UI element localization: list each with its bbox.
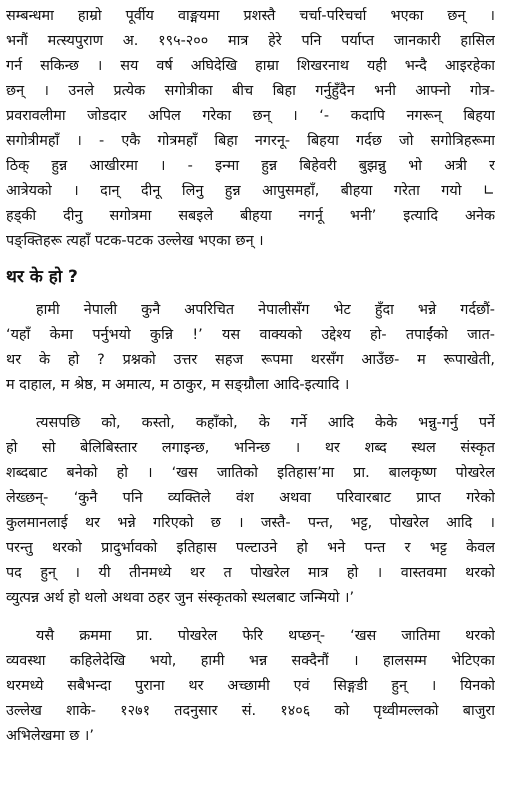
text-line: म दाहाल, म श्रेष्ठ, म अमात्य, म ठाकुर, म सङ्ग्रौला आदि-इत्यादि । bbox=[6, 377, 350, 393]
text-line: अभिलेखमा छ ।’ bbox=[6, 728, 94, 744]
text-line: शब्दबाट बनेको हो । ‘खस जातिको इतिहास’मा प्रा. बालकृष्ण पोखरेल bbox=[6, 465, 495, 481]
text-line: भनौं मत्स्यपुराण अ. १९५-२०० मात्र हेरे पनि पर्याप्त जानकारी हासिल bbox=[6, 33, 495, 49]
body-paragraph-2 bbox=[6, 411, 495, 611]
text-line: कुलमानलाई थर भन्ने गरिएको छ । जस्तै- पन्त, भट्ट, पोखरेल आदि । bbox=[6, 515, 495, 531]
text-line: प्रवरावलीमा जोडदार अपिल गरेका छन् । ‘- कदापि नगरून् बिहया bbox=[6, 108, 495, 124]
text-line: पङ्क्तिहरू त्यहाँ पटक-पटक उल्लेख भएका छन् । bbox=[6, 233, 264, 249]
text-line: लेख्छन्- ‘कुनै पनि व्यक्तिले वंश अथवा परिवारबाट प्राप्त गरेको bbox=[6, 490, 495, 506]
text-line: गर्न सकिन्छ । सय वर्ष अघिदेखि हाम्रा शिखरनाथ यही भन्दै आइरहेका bbox=[6, 58, 495, 74]
body-paragraph-3 bbox=[6, 624, 495, 749]
text-line: उल्लेख शाके- १२७१ तदनुसार सं. १४०६ को पृथ्वीमल्लको बाजुरा bbox=[6, 703, 495, 719]
text-line: सम्बन्धमा हाम्रो पूर्वीय वाङ्मयमा प्रशस्तै चर्चा-परिचर्चा भएका छन् । bbox=[6, 8, 495, 24]
text-line: ‘यहाँ केमा पर्नुभयो कुन्नि !’ यस वाक्यको उद्देश्य हो- तपाईंको जात- bbox=[6, 327, 495, 343]
text-line: आत्रेयको । दान् दीनू लिनु हुन्न आपुसमहाँ, बीहया गरेता गयो ∟ bbox=[6, 183, 495, 199]
text-line: थर के हो ? प्रश्नको उत्तर सहज रूपमा थरसँग आउँछ- म रूपाखेती, bbox=[6, 352, 495, 368]
text-line: सगोत्रीमहाँ । - एकै गोत्रमहाँ बिहा नगरनू- बिहया गर्दछ जो सगोत्रिहरूमा bbox=[6, 133, 495, 149]
text-line: यसै क्रममा प्रा. पोखरेल फेरि थप्छन्- ‘खस जातिमा थरको bbox=[36, 628, 495, 644]
text-line: हो सो बेलिबिस्तार लगाइन्छ, भनिन्छ । थर शब्द स्थल संस्कृत bbox=[6, 440, 495, 456]
text-line: ठिक् हुन्न आखीरमा । - इन्मा हुन्न बिहेवरी बुझन्नु भो अत्री र bbox=[6, 158, 495, 174]
text-line: व्यवस्था कहिलेदेखि भयो, हामी भन्न सक्दैनौं । हालसम्म भेटिएका bbox=[6, 653, 495, 669]
text-line: पद हुन् । यी तीनमध्ये थर त पोखरेल मात्र हो । वास्तवमा थरको bbox=[6, 565, 495, 581]
body-paragraph-1 bbox=[6, 298, 495, 398]
section-heading: थर के हो ? bbox=[6, 267, 78, 287]
text-line: हड्की दीनु सगोत्रमा सबइले बीहया नगर्नू भनी’ इत्यादि अनेक bbox=[6, 208, 495, 224]
paragraph-gap bbox=[6, 611, 495, 624]
paragraph-gap bbox=[6, 398, 495, 411]
text-line: छन् । उनले प्रत्येक सगोत्रीका बीच बिहा गर्नुहुँदैन भनी आफ्नो गोत्र- bbox=[6, 83, 495, 99]
text-line: हामी नेपाली कुनै अपरिचित नेपालीसँग भेट हुँदा भन्ने गर्दछौं- bbox=[36, 302, 495, 318]
text-line: व्युत्पन्न अर्थ हो थलो अथवा ठहर जुन संस्कृतको स्थलबाट जन्मियो ।’ bbox=[6, 590, 355, 606]
text-line: थरमध्ये सबैभन्दा पुराना थर अच्छामी एवं सिङ्गडी हुन् । यिनको bbox=[6, 678, 495, 694]
intro-paragraph bbox=[6, 4, 495, 254]
text-line: परन्तु थरको प्रादुर्भावको इतिहास पल्टाउने हो भने पन्त र भट्ट केवल bbox=[6, 540, 495, 556]
text-line: त्यसपछि को, कस्तो, कहाँको, के गर्ने आदि केके भन्नु-गर्नु पर्ने bbox=[36, 415, 495, 431]
